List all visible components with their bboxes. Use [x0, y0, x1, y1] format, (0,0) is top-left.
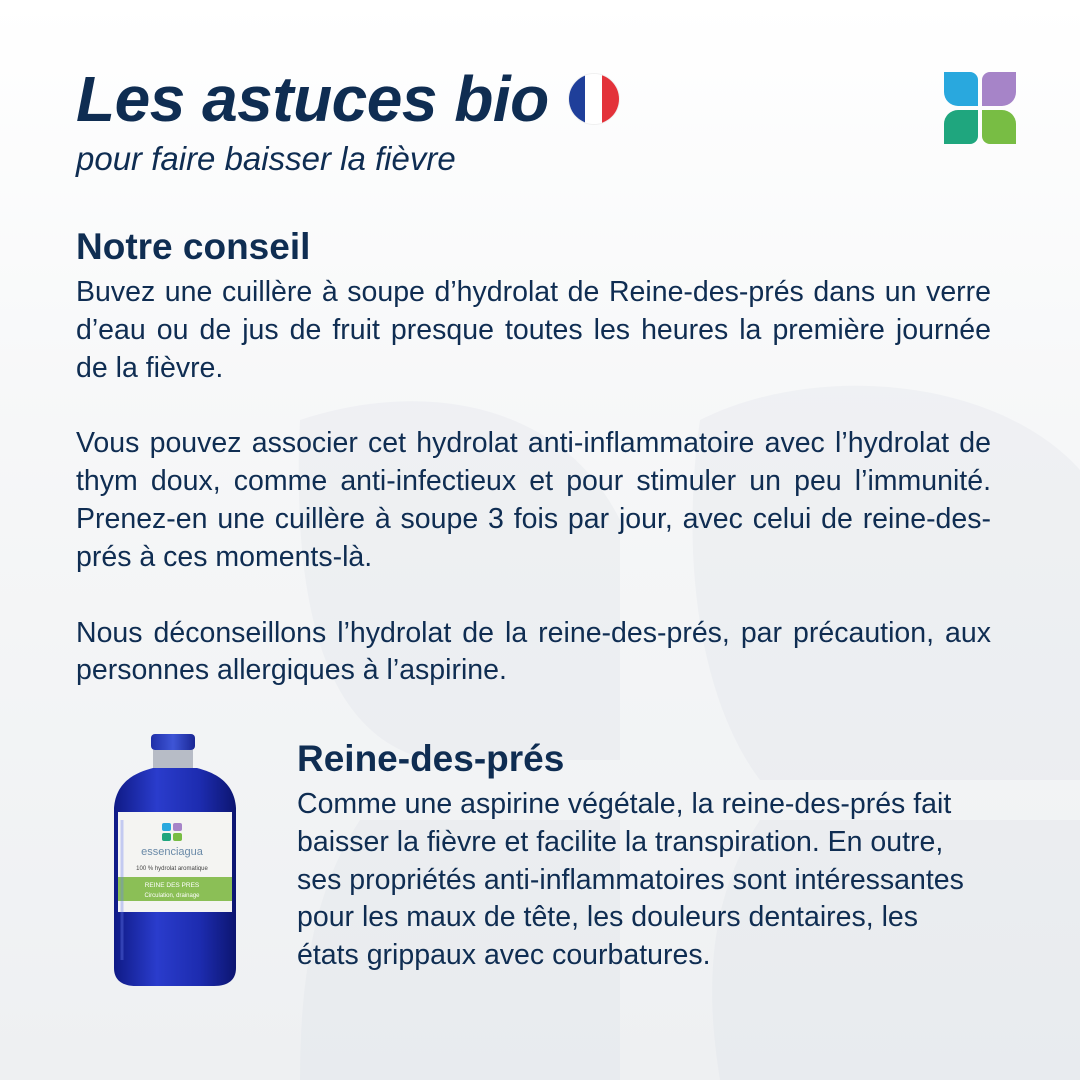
bottle-product-name: REINE DES PRES	[144, 882, 200, 889]
conseil-paragraph: Vous pouvez associer cet hydrolat anti-inflammatoire avec l’hydrolat de thym doux, comme anti-infectieux et pour stimuler un peu l’immunité. Prenez-en une cuillère à soupe 3 fois par jour, avec celui de reine-des-prés à ces moments-là.	[76, 427, 991, 573]
bottle-type-line: 100 % hydrolat aromatique	[136, 866, 208, 872]
product-heading: Reine-des-prés	[297, 738, 565, 779]
conseil-heading: Notre conseil	[76, 226, 311, 267]
page-title: Les astuces bio	[76, 63, 549, 135]
title-row	[76, 62, 619, 136]
bottle-product-use: Circulation, drainage	[144, 893, 200, 899]
page-subtitle: pour faire baisser la fièvre	[76, 140, 456, 177]
bottle-brand: essenciagua	[141, 846, 203, 858]
product-description: Comme une aspirine végétale, la reine-des-prés fait baisser la fièvre et facilite la transpiration. En outre, ses propriétés anti-inflammatoires sont intéressantes pour les maux de tête, les douleurs dentaires, les états grippaux avec courbatures.	[297, 788, 964, 972]
four-leaf-logo-icon	[940, 70, 1020, 146]
product-section	[297, 738, 987, 975]
conseil-section	[76, 226, 991, 728]
product-bottle-image	[108, 730, 242, 988]
france-flag-icon	[569, 74, 619, 124]
conseil-paragraph: Buvez une cuillère à soupe d’hydrolat de Reine-des-prés dans un verre d’eau ou de jus de fruit presque toutes les heures la première journée de la fièvre.	[76, 276, 991, 384]
conseil-paragraph: Nous déconseillons l’hydrolat de la reine-des-prés, par précaution, aux personnes allergiques à l’aspirine.	[76, 616, 991, 687]
